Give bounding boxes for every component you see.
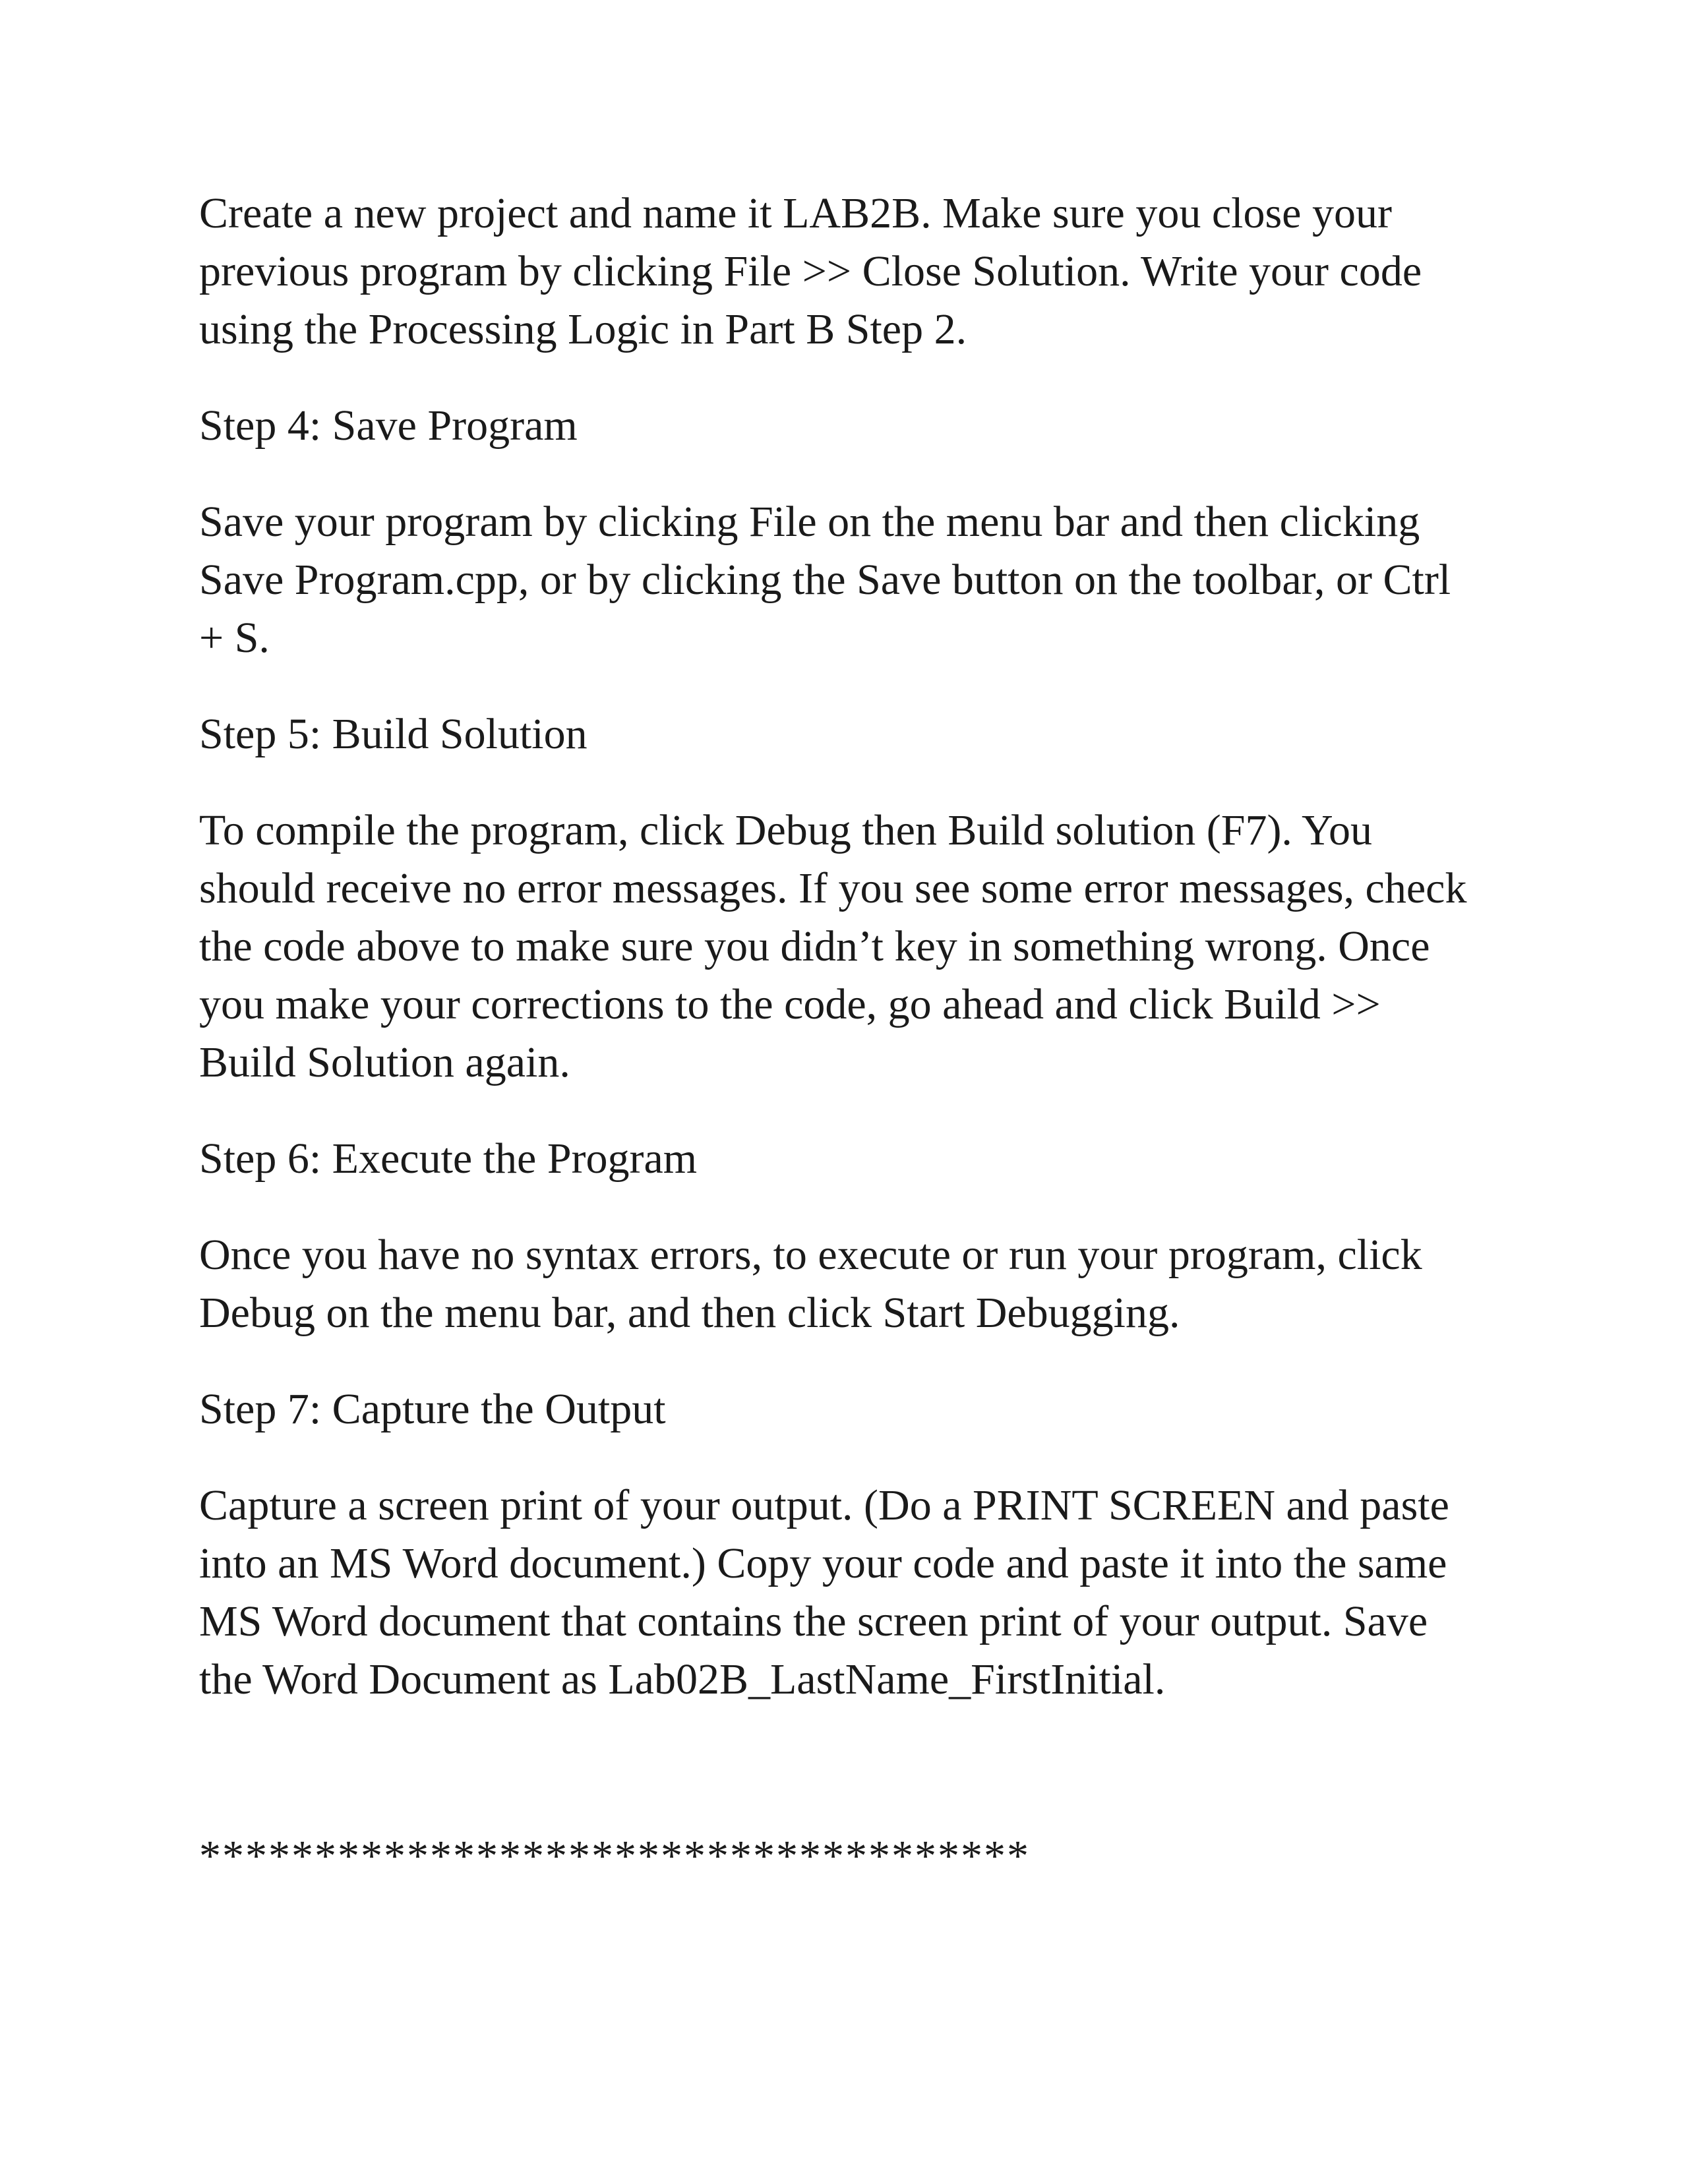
step4-line-3: + S. bbox=[199, 614, 270, 662]
step5-line-5: Build Solution again. bbox=[199, 1038, 570, 1086]
step4-paragraph bbox=[199, 493, 1544, 667]
step4-heading: Step 4: Save Program bbox=[199, 401, 578, 450]
step5-heading: Step 5: Build Solution bbox=[199, 710, 588, 758]
step4-line-2: Save Program.cpp, or by clicking the Save button on the toolbar, or Ctrl bbox=[199, 556, 1451, 604]
step7-line-3: MS Word document that contains the screen print of your output. Save bbox=[199, 1597, 1428, 1645]
asterisk-divider: ************************************ bbox=[199, 1832, 1030, 1880]
step5-line-1: To compile the program, click Debug then Build solution (F7). You bbox=[199, 806, 1373, 854]
step4-line-1: Save your program by clicking File on the menu bar and then clicking bbox=[199, 498, 1420, 546]
intro-line-2: previous program by clicking File >> Close Solution. Write your code bbox=[199, 247, 1422, 295]
step7-line-1: Capture a screen print of your output. (Do a PRINT SCREEN and paste bbox=[199, 1481, 1449, 1529]
step7-heading: Step 7: Capture the Output bbox=[199, 1385, 666, 1433]
step7-line-4: the Word Document as Lab02B_LastName_FirstInitial. bbox=[199, 1655, 1166, 1703]
intro-paragraph bbox=[199, 185, 1544, 359]
step5-paragraph bbox=[199, 802, 1544, 1092]
document-body bbox=[199, 185, 1544, 1885]
step7-line-2: into an MS Word document.) Copy your code and paste it into the same bbox=[199, 1539, 1447, 1587]
step5-line-2: should receive no error messages. If you see some error messages, check bbox=[199, 864, 1467, 912]
intro-line-1: Create a new project and name it LAB2B. Make sure you close your bbox=[199, 189, 1392, 237]
step7-paragraph bbox=[199, 1477, 1544, 1709]
step6-paragraph bbox=[199, 1226, 1544, 1342]
step6-line-2: Debug on the menu bar, and then click Start Debugging. bbox=[199, 1289, 1180, 1337]
step6-heading: Step 6: Execute the Program bbox=[199, 1135, 698, 1183]
step5-line-3: the code above to make sure you didn’t key in something wrong. Once bbox=[199, 922, 1430, 970]
step5-line-4: you make your corrections to the code, go ahead and click Build >> bbox=[199, 980, 1381, 1028]
step6-line-1: Once you have no syntax errors, to execute or run your program, click bbox=[199, 1231, 1422, 1279]
intro-line-3: using the Processing Logic in Part B Step 2. bbox=[199, 305, 967, 353]
